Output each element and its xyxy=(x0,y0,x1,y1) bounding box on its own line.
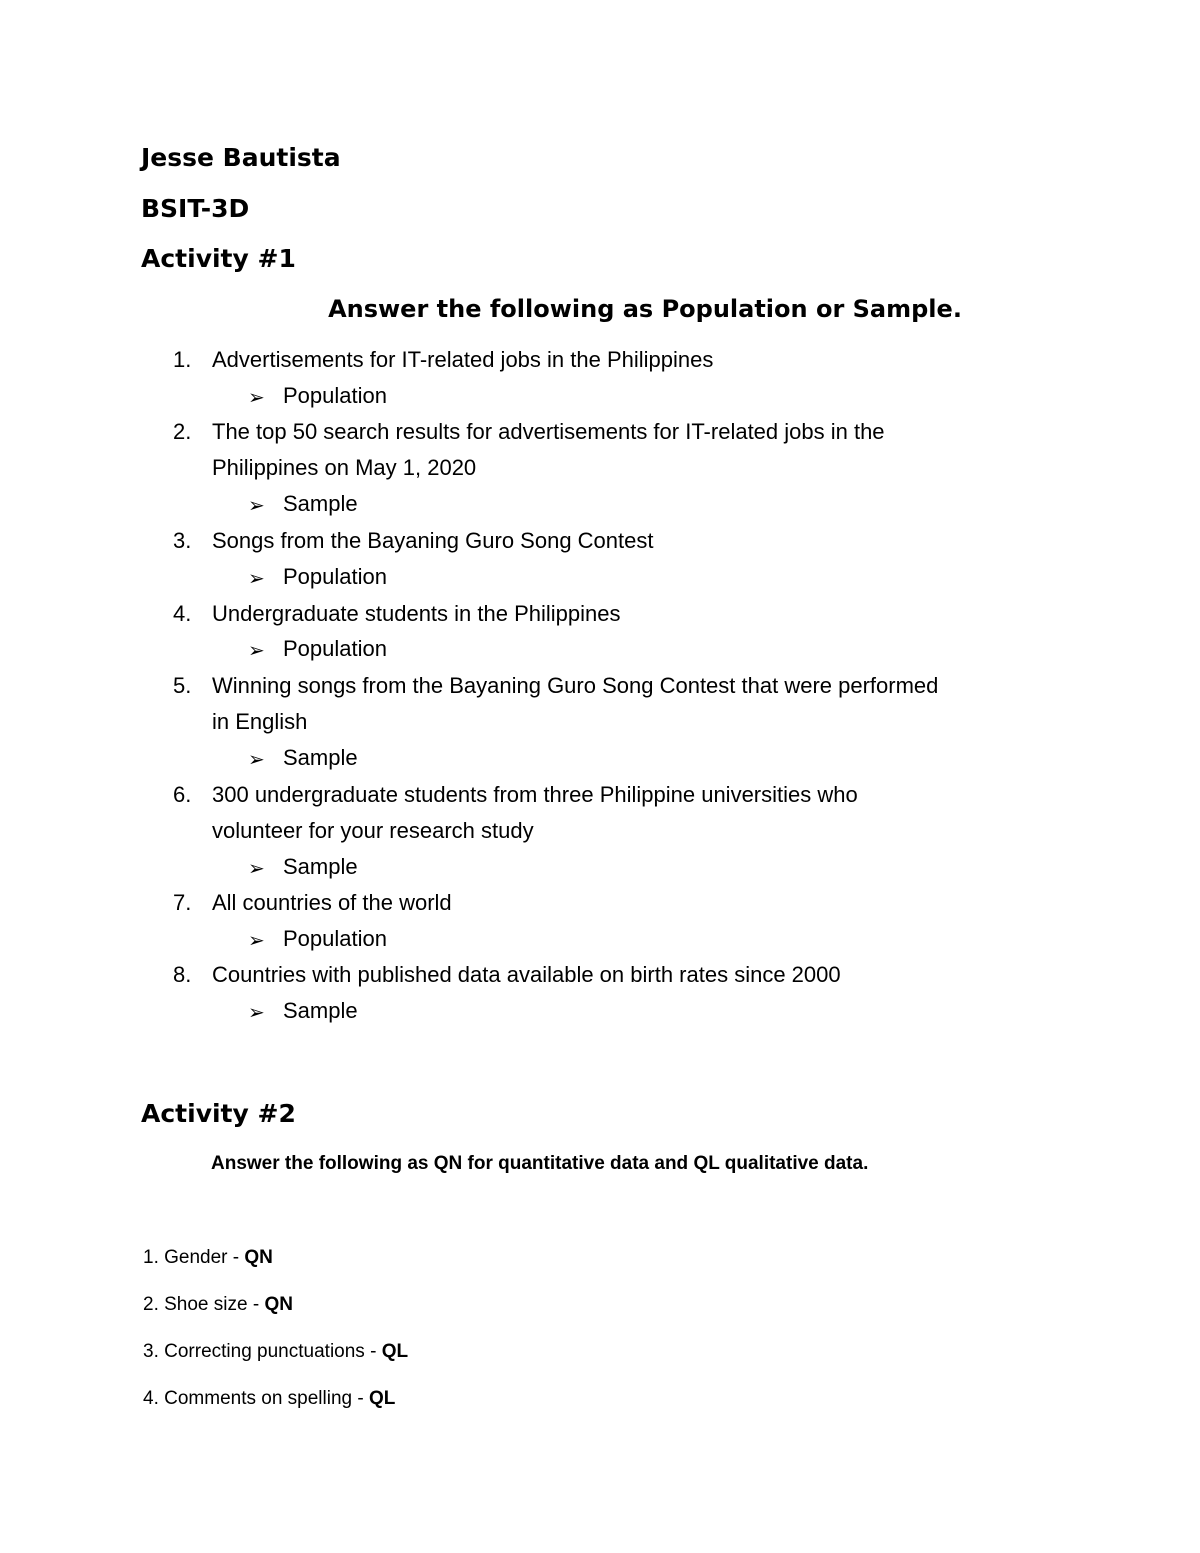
item-text: volunteer for your research study xyxy=(212,818,534,843)
arrow-bullet-icon: ➢ xyxy=(248,856,265,880)
item-answer: Sample xyxy=(283,998,358,1023)
student-section: BSIT-3D xyxy=(141,194,250,223)
activity2-item xyxy=(143,1342,408,1361)
activity2-item-answer: QN xyxy=(264,1294,293,1315)
activity2-instruction: Answer the following as QN for quantitative data and QL qualitative data. xyxy=(211,1153,869,1174)
item-number: 6. xyxy=(173,782,192,807)
activity2-item-text: 2. Shoe size - xyxy=(143,1294,265,1315)
item-text: Countries with published data available on birth rates since 2000 xyxy=(212,962,841,987)
arrow-bullet-icon: ➢ xyxy=(248,928,265,952)
arrow-bullet-icon: ➢ xyxy=(248,493,265,517)
item-answer: Population xyxy=(283,926,387,951)
activity1-title: Activity #1 xyxy=(141,244,296,273)
arrow-bullet-icon: ➢ xyxy=(248,747,265,771)
activity2-item-answer: QL xyxy=(381,1341,409,1362)
item-answer: Sample xyxy=(283,491,358,516)
item-answer: Sample xyxy=(283,854,358,879)
activity2-item-text: 4. Comments on spelling - xyxy=(143,1388,369,1409)
item-text: Songs from the Bayaning Guro Song Contest xyxy=(212,528,654,553)
activity2-item xyxy=(143,1295,293,1314)
activity2-item-answer: QL xyxy=(369,1388,396,1409)
arrow-bullet-icon: ➢ xyxy=(248,566,265,590)
activity2-item xyxy=(143,1389,395,1408)
arrow-bullet-icon: ➢ xyxy=(248,385,265,409)
item-text: Advertisements for IT-related jobs in the Philippines xyxy=(212,347,714,372)
item-text: All countries of the world xyxy=(212,890,452,915)
item-text: in English xyxy=(212,709,308,734)
item-text: Winning songs from the Bayaning Guro Song Contest that were performed xyxy=(212,673,939,698)
item-number: 8. xyxy=(173,962,192,987)
item-answer: Population xyxy=(283,383,387,408)
item-text: Philippines on May 1, 2020 xyxy=(212,455,477,480)
student-name: Jesse Bautista xyxy=(141,143,341,172)
activity2-item-text: 3. Correcting punctuations - xyxy=(143,1341,382,1362)
arrow-bullet-icon: ➢ xyxy=(248,638,265,662)
activity2-item-text: 1. Gender - xyxy=(143,1247,245,1268)
item-answer: Population xyxy=(283,564,387,589)
item-number: 1. xyxy=(173,347,192,372)
activity1-instruction: Answer the following as Population or Sample. xyxy=(328,295,962,323)
item-text: 300 undergraduate students from three Philippine universities who xyxy=(212,782,858,807)
item-answer: Sample xyxy=(283,745,358,770)
item-number: 4. xyxy=(173,601,192,626)
item-text: Undergraduate students in the Philippines xyxy=(212,601,621,626)
item-number: 7. xyxy=(173,890,192,915)
item-answer: Population xyxy=(283,636,387,661)
arrow-bullet-icon: ➢ xyxy=(248,1000,265,1024)
item-number: 3. xyxy=(173,528,192,553)
item-text: The top 50 search results for advertisements for IT-related jobs in the xyxy=(212,419,885,444)
activity2-item xyxy=(143,1248,273,1267)
item-number: 5. xyxy=(173,673,192,698)
activity2-item-answer: QN xyxy=(244,1247,273,1268)
activity2-title: Activity #2 xyxy=(141,1099,296,1128)
item-number: 2. xyxy=(173,419,192,444)
